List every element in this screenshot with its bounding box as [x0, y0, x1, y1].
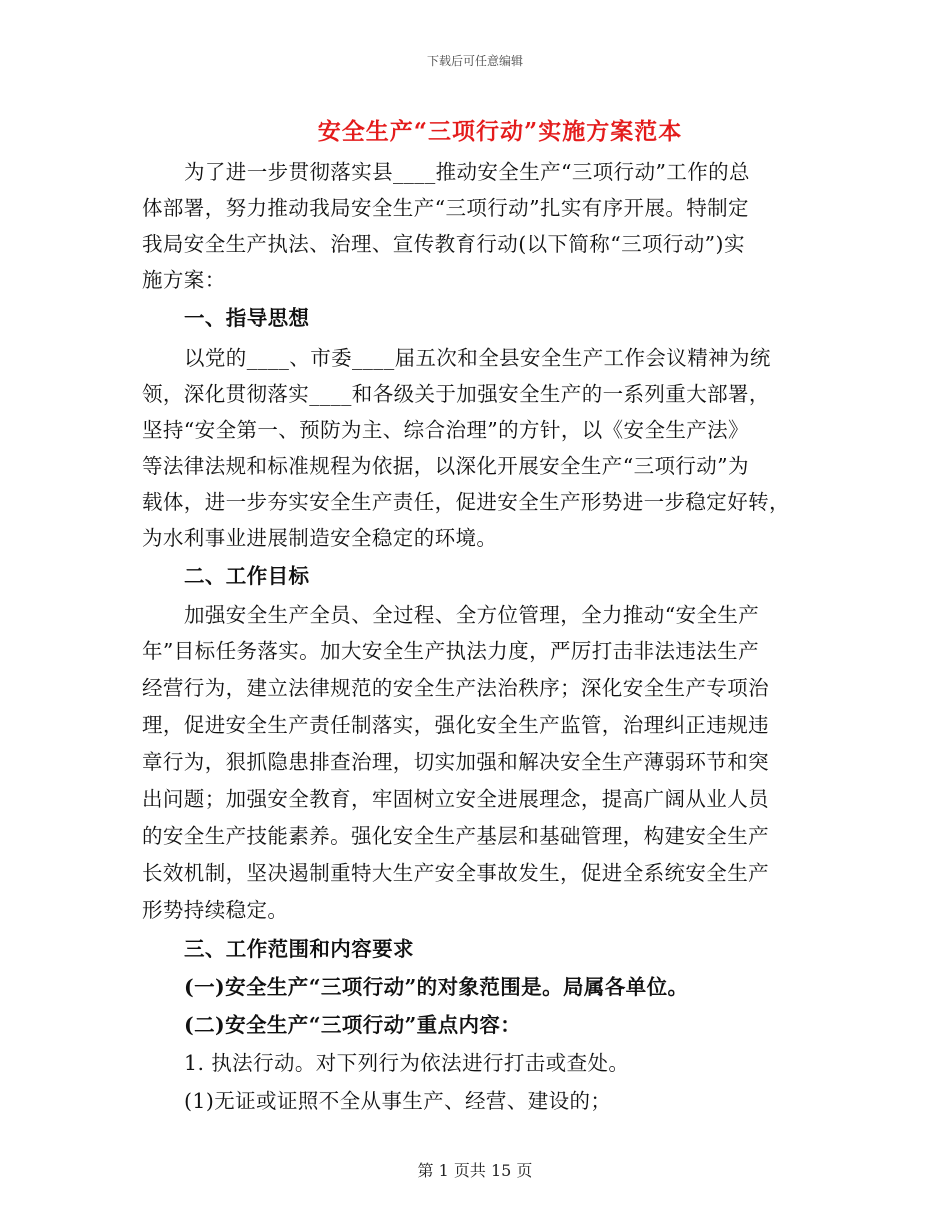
document-title: 安全生产“三项行动”实施方案范本 [317, 118, 683, 145]
paragraph-line: 年”目标任务落实。加大安全生产执法力度，严厉打击非法违法生产 [142, 639, 759, 663]
paragraph-line: 体部署，努力推动我局安全生产“三项行动”扎实有序开展。特制定 [142, 196, 749, 220]
list-item: (1)无证或证照不全从事生产、经营、建设的； [184, 1089, 612, 1113]
paragraph-line: 我局安全生产执法、治理、宣传教育行动(以下简称“三项行动”)实 [142, 232, 745, 256]
paragraph-line: 理，促进安全生产责任制落实，强化安全生产监管，治理纠正违规违 [142, 713, 769, 737]
paragraph-line: 出问题；加强安全教育，牢固树立安全进展理念，提高广阔从业人员 [142, 787, 769, 811]
paragraph-line: 领，深化贯彻落实____和各级关于加强安全生产的一系列重大部署， [142, 382, 770, 406]
section-heading: 二、工作目标 [184, 564, 310, 588]
paragraph-line: 坚持“安全第一、预防为主、综合治理”的方针，以《安全生产法》 [142, 418, 749, 442]
list-item: 1. 执法行动。对下列行为依法进行打击或查处。 [184, 1051, 630, 1075]
paragraph-line: 章行为，狠抓隐患排查治理，切实加强和解决安全生产薄弱环节和突 [142, 750, 769, 774]
paragraph-line: 等法律法规和标准规程为依据，以深化开展安全生产“三项行动”为 [142, 454, 749, 478]
header-note: 下载后可任意编辑 [426, 54, 523, 68]
paragraph-line: 为水利事业进展制造安全稳定的环境。 [142, 526, 498, 550]
section-heading: 三、工作范围和内容要求 [184, 937, 414, 961]
subsection-heading: (一)安全生产“三项行动”的对象范围是。局属各单位。 [184, 975, 689, 999]
paragraph-line: 施方案： [142, 268, 226, 292]
paragraph-line: 经营行为，建立法律规范的安全生产法治秩序；深化安全生产专项治 [142, 676, 769, 700]
page-footer: 第 1 页共 15 页 [417, 1161, 533, 1180]
paragraph-line: 加强安全生产全员、全过程、全方位管理，全力推动“安全生产 [184, 603, 760, 627]
paragraph-line: 长效机制，坚决遏制重特大生产安全事故发生，促进全系统安全生产 [142, 861, 769, 885]
paragraph-line: 以党的____、市委____届五次和全县安全生产工作会议精神为统 [184, 346, 771, 370]
paragraph-line: 载体，进一步夯实安全生产责任，促进安全生产形势进一步稳定好转， [142, 490, 790, 514]
subsection-heading: (二)安全生产“三项行动”重点内容： [184, 1013, 522, 1037]
paragraph-line: 为了进一步贯彻落实县____推动安全生产“三项行动”工作的总 [184, 160, 750, 184]
paragraph-line: 形势持续稳定。 [142, 898, 289, 922]
paragraph-line: 的安全生产技能素养。强化安全生产基层和基础管理，构建安全生产 [142, 824, 769, 848]
section-heading: 一、指导思想 [184, 306, 310, 330]
